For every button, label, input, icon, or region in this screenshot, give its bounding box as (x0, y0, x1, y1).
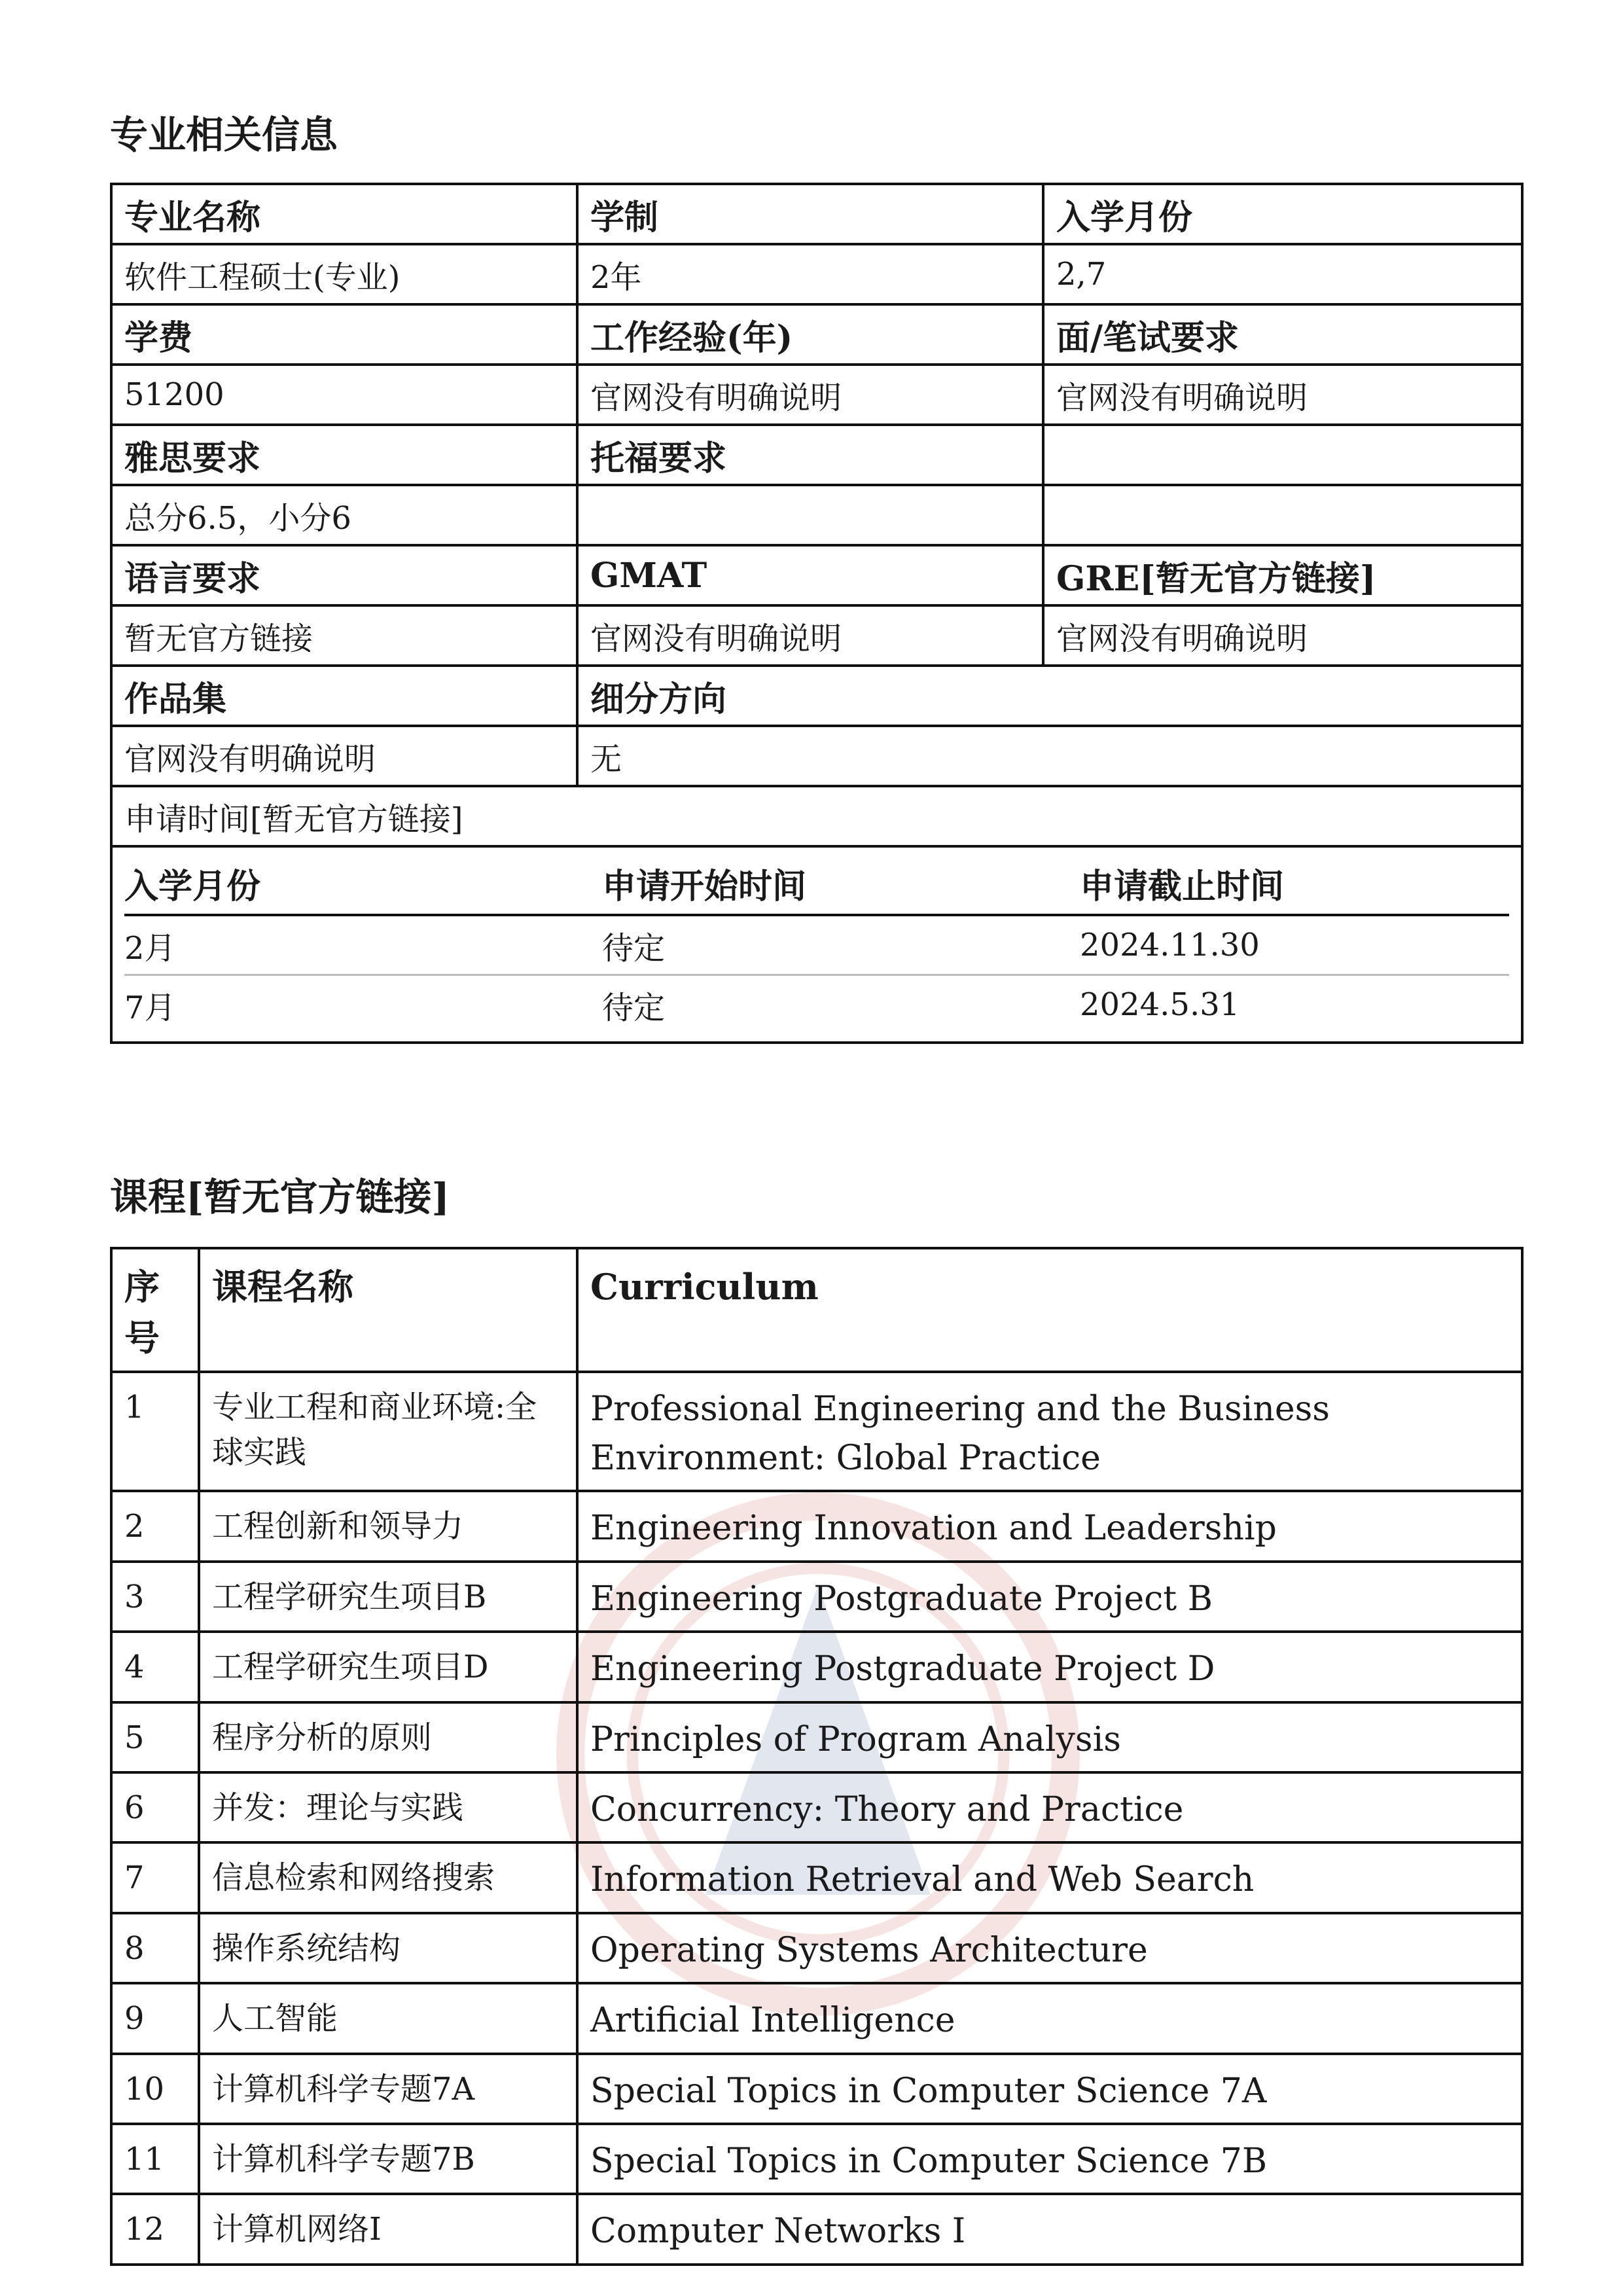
start-time-header: 申请开始时间 (602, 853, 1080, 915)
direction-label: 细分方向 (577, 666, 1522, 726)
table-row (111, 1702, 1522, 1772)
course-name-en: Professional Engineering and the Business Environment: Global Practice (577, 1372, 1522, 1492)
course-name-en: Operating Systems Architecture (577, 1913, 1522, 1983)
course-name-header: 课程名称 (199, 1248, 577, 1372)
table-row (111, 1772, 1522, 1842)
intake-label: 入学月份 (1043, 184, 1522, 244)
interview-value: 官网没有明确说明 (1043, 365, 1522, 425)
intake-month-header: 入学月份 (124, 853, 602, 915)
course-name-cn: 人工智能 (199, 1983, 577, 2053)
course-name-en: Computer Networks I (577, 2194, 1522, 2264)
table-row (111, 1562, 1522, 1632)
course-index: 1 (111, 1372, 199, 1492)
course-name-cn: 工程创新和领导力 (199, 1491, 577, 1561)
table-row (111, 2054, 1522, 2124)
course-index: 10 (111, 2054, 199, 2124)
work-exp-value: 官网没有明确说明 (577, 365, 1043, 425)
interview-label: 面/笔试要求 (1043, 304, 1522, 365)
course-name-en: Artificial Intelligence (577, 1983, 1522, 2053)
course-name-en: Engineering Postgraduate Project B (577, 1562, 1522, 1632)
gmat-value: 官网没有明确说明 (577, 605, 1043, 666)
course-name-en: Engineering Postgraduate Project D (577, 1632, 1522, 1702)
course-name-cn: 工程学研究生项目D (199, 1632, 577, 1702)
duration-label: 学制 (577, 184, 1043, 244)
empty-cell (1043, 485, 1522, 545)
section-title-major-info: 专业相关信息 (110, 113, 338, 157)
direction-value: 无 (577, 726, 1522, 786)
course-name-en: Concurrency: Theory and Practice (577, 1772, 1522, 1842)
application-time-label: 申请时间[暂无官方链接] (111, 786, 1522, 846)
table-row (111, 1632, 1522, 1702)
course-name-en: Engineering Innovation and Leadership (577, 1491, 1522, 1561)
course-name-en: Principles of Program Analysis (577, 1702, 1522, 1772)
gre-label: GRE[暂无官方链接] (1043, 545, 1522, 605)
language-label: 语言要求 (111, 545, 577, 605)
intake-month: 2月 (124, 915, 602, 975)
deadline: 2024.5.31 (1080, 986, 1240, 1023)
ielts-value: 总分6.5，小分6 (111, 485, 577, 545)
major-name-label: 专业名称 (111, 184, 577, 244)
application-dates-table (124, 853, 1509, 1033)
course-index: 9 (111, 1983, 199, 2053)
course-index: 2 (111, 1491, 199, 1561)
language-value: 暂无官方链接 (111, 605, 577, 666)
course-index: 7 (111, 1842, 199, 1912)
section-title-courses: 课程[暂无官方链接] (110, 1175, 450, 1219)
course-name-en: Special Topics in Computer Science 7B (577, 2124, 1522, 2194)
course-name-cn: 操作系统结构 (199, 1913, 577, 1983)
start-time: 待定 (602, 915, 1080, 975)
major-name-value: 软件工程硕士(专业) (111, 244, 577, 304)
tuition-value: 51200 (111, 365, 577, 425)
portfolio-value: 官网没有明确说明 (111, 726, 577, 786)
course-index: 11 (111, 2124, 199, 2194)
index-header: 序号 (111, 1248, 199, 1372)
toefl-value (577, 485, 1043, 545)
portfolio-label: 作品集 (111, 666, 577, 726)
course-index: 8 (111, 1913, 199, 1983)
course-index: 12 (111, 2194, 199, 2264)
intake-value: 2,7 (1043, 244, 1522, 304)
intake-month: 7月 (124, 989, 176, 1026)
empty-cell (1043, 425, 1522, 485)
table-row (124, 915, 1509, 975)
application-dates-cell (111, 846, 1522, 1043)
curriculum-header: Curriculum (577, 1248, 1522, 1372)
course-name-en: Information Retrieval and Web Search (577, 1842, 1522, 1912)
table-row (111, 1372, 1522, 1492)
course-name-cn: 计算机网络I (199, 2194, 577, 2264)
table-row (111, 2194, 1522, 2264)
toefl-label: 托福要求 (577, 425, 1043, 485)
table-row (124, 975, 1509, 1034)
work-exp-label: 工作经验(年) (577, 304, 1043, 365)
major-info-table (110, 183, 1524, 1044)
table-row (111, 1913, 1522, 1983)
course-name-cn: 专业工程和商业环境:全球实践 (199, 1372, 577, 1492)
duration-value: 2年 (577, 244, 1043, 304)
table-row (111, 1983, 1522, 2053)
course-index: 4 (111, 1632, 199, 1702)
gre-value: 官网没有明确说明 (1043, 605, 1522, 666)
course-index: 5 (111, 1702, 199, 1772)
deadline: 2024.11.30 (1080, 915, 1509, 975)
gmat-label: GMAT (577, 545, 1043, 605)
start-time: 待定 (602, 989, 666, 1026)
course-name-cn: 工程学研究生项目B (199, 1562, 577, 1632)
table-row (111, 1842, 1522, 1912)
course-name-cn: 并发：理论与实践 (199, 1772, 577, 1842)
ielts-label: 雅思要求 (111, 425, 577, 485)
course-index: 3 (111, 1562, 199, 1632)
course-name-en: Special Topics in Computer Science 7A (577, 2054, 1522, 2124)
course-name-cn: 计算机科学专题7A (199, 2054, 577, 2124)
course-name-cn: 程序分析的原则 (199, 1702, 577, 1772)
course-name-cn: 信息检索和网络搜索 (199, 1842, 577, 1912)
deadline-header: 申请截止时间 (1080, 853, 1509, 915)
course-index: 6 (111, 1772, 199, 1842)
table-row (111, 1491, 1522, 1561)
tuition-label: 学费 (111, 304, 577, 365)
course-name-cn: 计算机科学专题7B (199, 2124, 577, 2194)
courses-table (110, 1247, 1524, 2266)
table-row (111, 2124, 1522, 2194)
